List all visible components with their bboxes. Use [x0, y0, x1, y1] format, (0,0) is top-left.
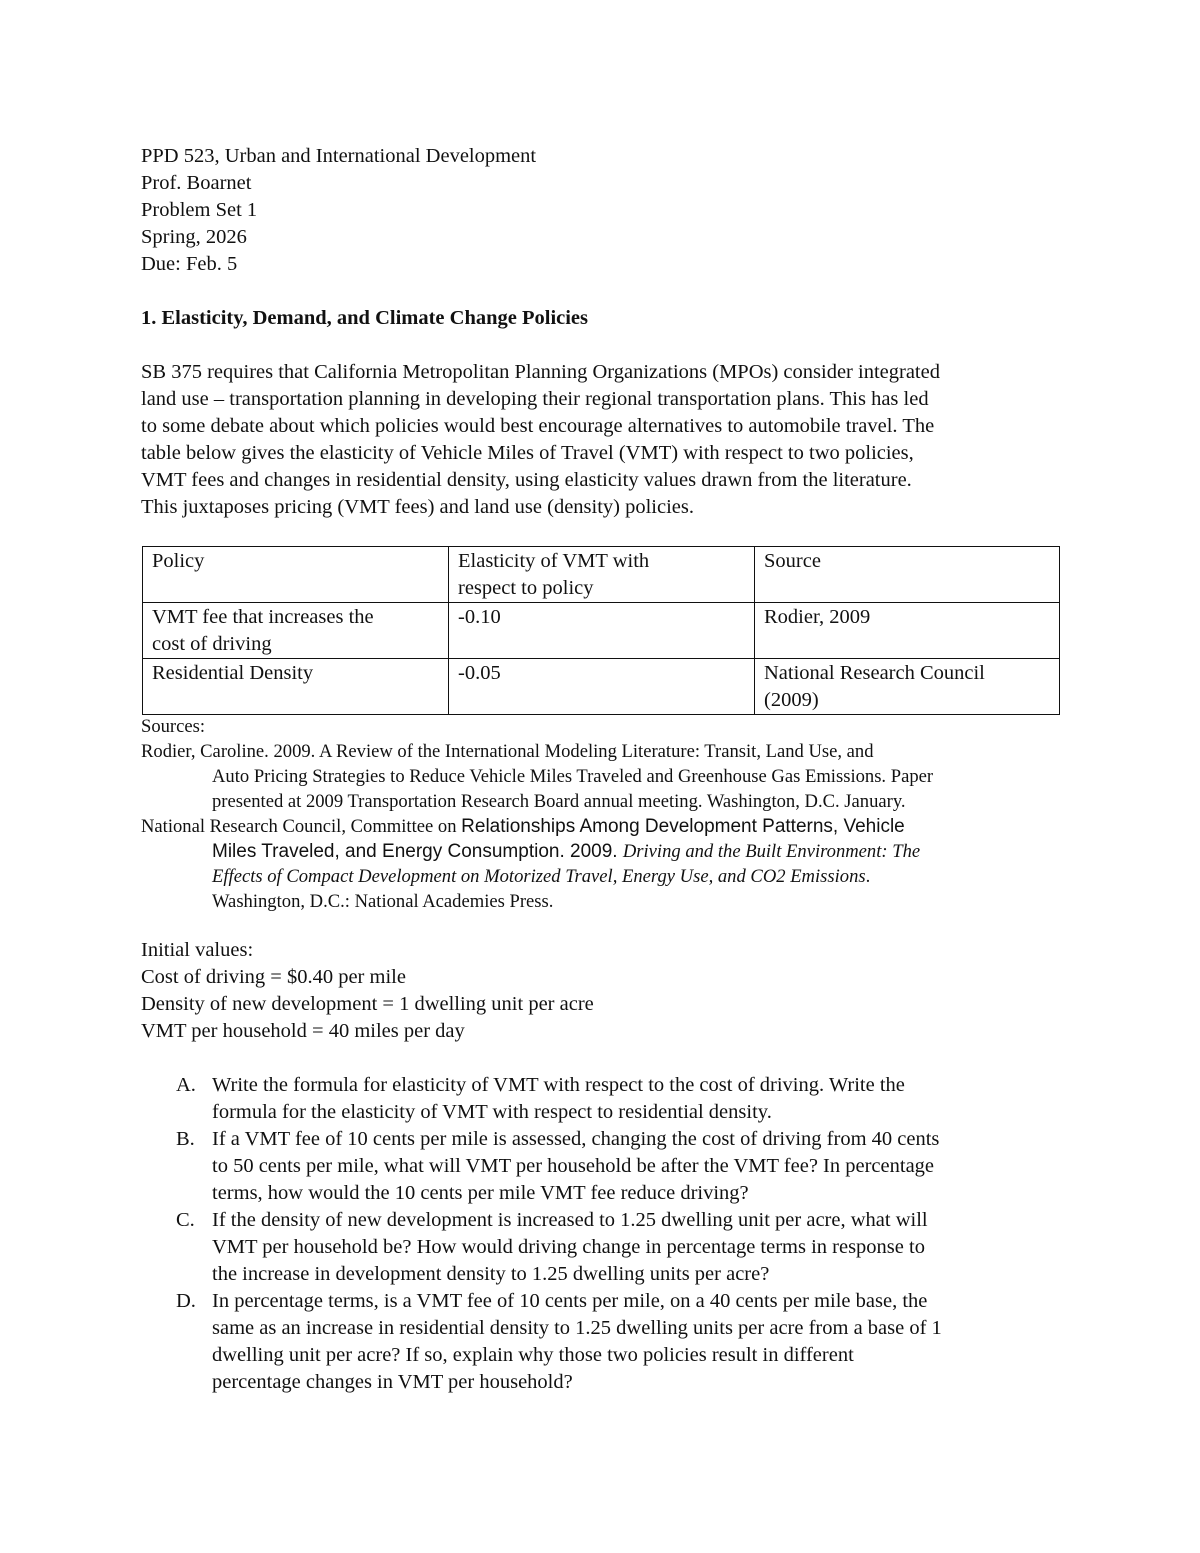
intro-line: This juxtaposes pricing (VMT fees) and land use (density) policies.	[141, 496, 694, 518]
intro-line: table below gives the elasticity of Vehicle Miles of Travel (VMT) with respect to two policies,	[141, 442, 914, 464]
policy-cell: Residential Density	[143, 659, 449, 715]
intro-line: SB 375 requires that California Metropolitan Planning Organizations (MPOs) consider integrated	[141, 361, 940, 383]
initial-values-label: Initial values:	[141, 939, 254, 961]
intro-line: land use – transportation planning in developing their regional transportation plans. This has led	[141, 388, 929, 410]
question-letter: D.	[176, 1290, 196, 1312]
table-row	[143, 659, 1060, 715]
due-date: Due: Feb. 5	[141, 253, 238, 275]
reference-rodier: Rodier, Caroline. 2009. A Review of the International Modeling Literature: Transit, Land Use, and Auto Pricing Strategies to Reduce Vehicle Miles Traveled and Greenhouse Gas Emissions. Paper presented at 2009 Transportation Research Board annual meeting. Washington, D.C. January.	[141, 741, 934, 812]
elasticity-cell: -0.05	[449, 659, 755, 715]
header-cell-elasticity: Elasticity of VMT with respect to policy	[449, 547, 755, 603]
policy-cell: VMT fee that increases the cost of driving	[143, 603, 449, 659]
question-letter: A.	[176, 1074, 196, 1096]
source-cell: National Research Council (2009)	[755, 659, 1060, 715]
term: Spring, 2026	[141, 226, 247, 248]
intro-line: to some debate about which policies would best encourage alternatives to automobile travel. The	[141, 415, 935, 437]
elasticity-table	[142, 546, 1060, 715]
header-cell-policy: Policy	[143, 547, 449, 603]
questions-list	[141, 1072, 1071, 1396]
elasticity-cell: -0.10	[449, 603, 755, 659]
assignment-name: Problem Set 1	[141, 199, 258, 221]
initial-density: Density of new development = 1 dwelling unit per acre	[141, 993, 594, 1015]
document-header	[141, 143, 1041, 278]
section-title: 1. Elasticity, Demand, and Climate Change Policies	[141, 307, 589, 329]
professor-name: Prof. Boarnet	[141, 172, 252, 194]
initial-cost: Cost of driving = $0.40 per mile	[141, 966, 406, 988]
initial-vmt: VMT per household = 40 miles per day	[141, 1020, 465, 1042]
sources-label: Sources:	[141, 716, 206, 737]
question-b: B. If a VMT fee of 10 cents per mile is assessed, changing the cost of driving from 40 cents to 50 cents per mile, what will VMT per household be after the VMT fee? In percentage terms, how would the 10 cents per mile VMT fee reduce driving?	[176, 1128, 940, 1204]
course-title: PPD 523, Urban and International Development	[141, 145, 537, 167]
header-cell-source: Source	[755, 547, 1060, 603]
sources-block	[141, 714, 1071, 914]
question-d: D. In percentage terms, is a VMT fee of 10 cents per mile, on a 40 cents per mile base, the same as an increase in residential density to 1.25 dwelling units per acre from a base of 1 dwelling unit per acre? If so, explain why those two policies result in different percentage changes in VMT per household?	[176, 1290, 942, 1393]
intro-paragraph	[141, 359, 1071, 521]
question-letter: B.	[176, 1128, 195, 1150]
reference-nrc: National Research Council, Committee on Relationships Among Development Patterns, Vehicle Miles Traveled, and Energy Consumption. 2009. Driving and the Built Environment: The Effects of Compact Development on Motorized Travel, Energy Use, and CO2 Emissions. Washington, D.C.: National Academies Press.	[141, 816, 921, 912]
table-row	[143, 603, 1060, 659]
question-c: C. If the density of new development is increased to 1.25 dwelling unit per acre, what will VMT per household be? How would driving change in percentage terms in response to the increase in development density to 1.25 dwelling units per acre?	[176, 1209, 928, 1285]
question-letter: C.	[176, 1209, 195, 1231]
question-a: A. Write the formula for elasticity of VMT with respect to the cost of driving. Write the formula for the elasticity of VMT with respect to residential density.	[176, 1074, 905, 1123]
table-header-row	[143, 547, 1060, 603]
intro-line: VMT fees and changes in residential density, using elasticity values drawn from the literature.	[141, 469, 912, 491]
initial-values-block	[141, 937, 1071, 1045]
source-cell: Rodier, 2009	[755, 603, 1060, 659]
